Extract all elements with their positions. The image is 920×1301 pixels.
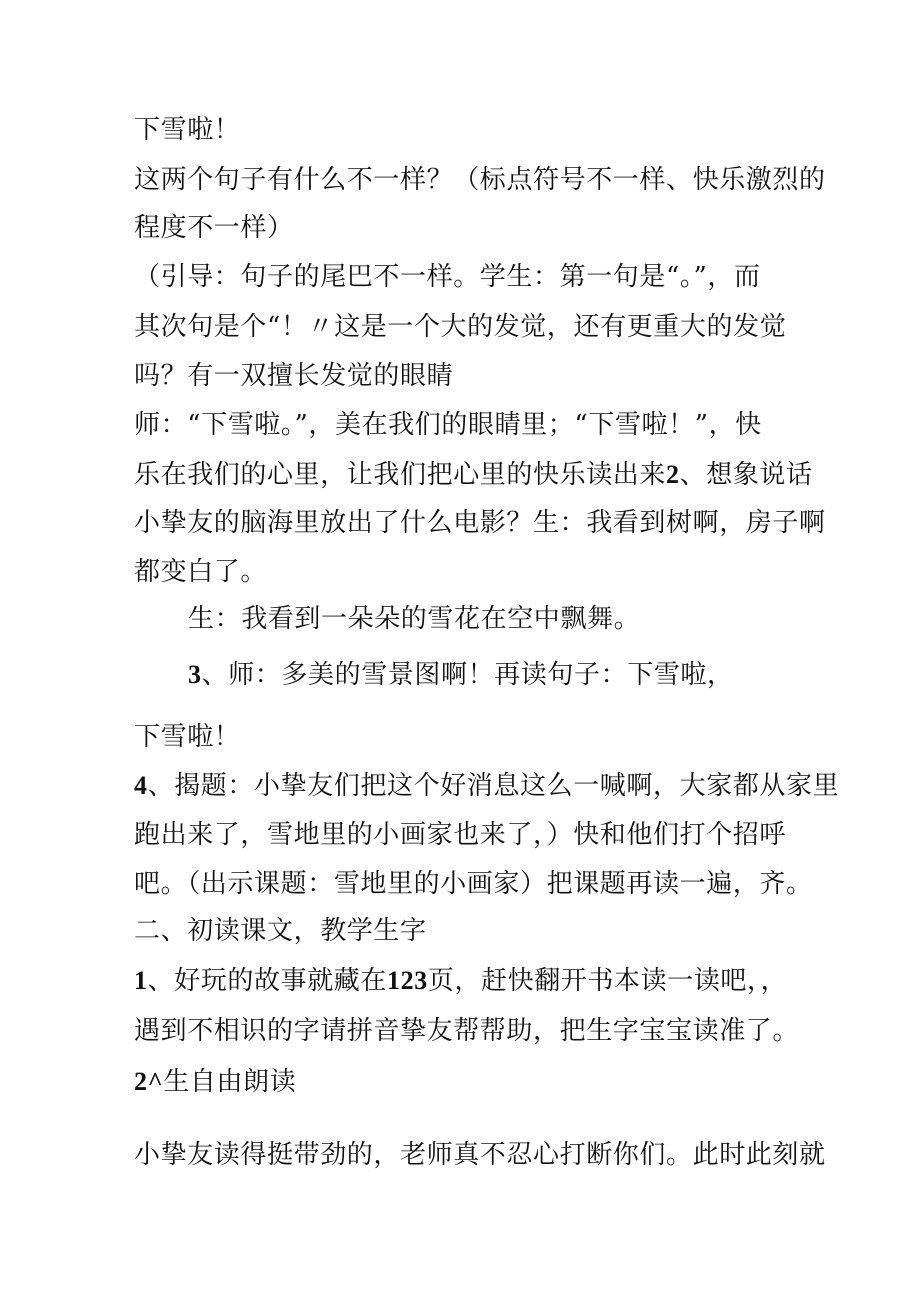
- text-segment: 、想象说话: [679, 460, 813, 490]
- text-line-16: 吧。（出示课题：雪地里的小画家）把课题再读一遍，齐。: [134, 869, 813, 899]
- text-line-14: [134, 771, 839, 801]
- text-line-11: 生：我看到一朵朵的雪花在空中飘舞。: [188, 604, 641, 634]
- text-segment: 、揭题：小挚友们把这个好消息这么一喊啊，大家都从家里: [147, 771, 840, 801]
- step-number: 2^: [134, 1067, 164, 1096]
- text-segment: 生自由朗读: [163, 1067, 297, 1097]
- text-line-9: 小挚友的脑海里放出了什么电影？生：我看到树啊，房子啊: [134, 508, 826, 538]
- text-line-3: 程度不一样）: [134, 213, 294, 243]
- text-line-18: [134, 966, 787, 996]
- text-line-21: 小挚友读得挺带劲的，老师真不忍心打断你们。此时此刻就: [134, 1140, 826, 1170]
- text-segment: 、好玩的故事就藏在: [147, 966, 388, 996]
- text-line-20: [134, 1067, 296, 1097]
- text-line-2: 这两个句子有什么不一样？（标点符号不一样、快乐激烈的: [134, 165, 826, 195]
- step-number: 1: [134, 966, 148, 995]
- step-number: 2: [666, 460, 680, 489]
- text-line-19: 遇到不相识的字请拼音挚友帮帮助，把生字宝宝读准了。: [134, 1016, 800, 1046]
- text-line-4: （引导：句子的尾巴不一样。学生：第一句是“。”，而: [134, 262, 761, 292]
- page-number: 123: [387, 966, 428, 995]
- step-number: 3: [188, 660, 202, 689]
- text-line-13: 下雪啦！: [134, 722, 241, 752]
- text-line-1: 下雪啦！: [134, 115, 241, 145]
- text-segment: 、师：多美的雪景图啊！再读句子：下雪啦，: [201, 660, 734, 690]
- text-line-7: 师：“下雪啦。”，美在我们的眼睛里；“下雪啦！”，快: [134, 410, 762, 440]
- text-line-5: 其次句是个“！〃这是一个大的发觉，还有更重大的发觉: [134, 312, 787, 342]
- text-line-17: 二、初读课文，教学生字: [134, 916, 427, 946]
- text-line-8: [134, 460, 813, 490]
- text-line-15: 跑出来了，雪地里的小画家也来了，）快和他们打个招呼: [134, 820, 787, 850]
- text-line-12: [188, 660, 734, 690]
- text-segment: 乐在我们的心里，让我们把心里的快乐读出来: [134, 460, 667, 490]
- text-line-6: 吗？有一双擅长发觉的眼睛: [134, 361, 454, 391]
- text-segment: 页，赶快翻开书本读一读吧，，: [427, 966, 788, 996]
- text-line-10: 都变白了。: [134, 557, 268, 587]
- step-number: 4: [134, 771, 148, 800]
